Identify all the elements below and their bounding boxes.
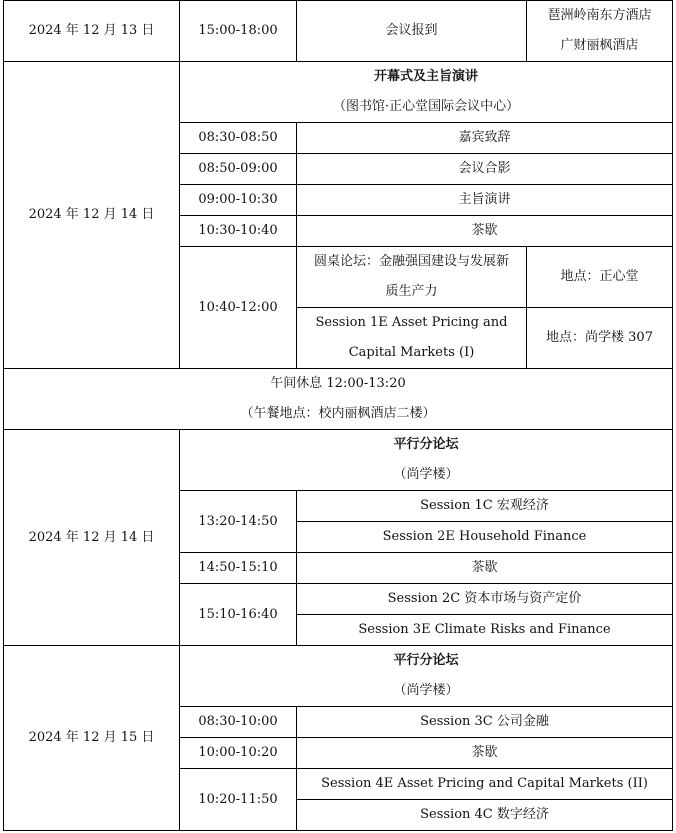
event-cell: 主旨演讲 [297,185,673,216]
section-venue: （图书馆·正心堂国际会议中心） [180,92,673,123]
section-venue: （尚学楼） [180,460,673,491]
hotel-name: 琶洲岭南东方酒店 [527,1,673,32]
event-cell: 嘉宾致辞 [297,123,673,154]
section-heading: 平行分论坛 [180,430,673,461]
table-row [4,430,673,461]
time-cell: 14:50-15:10 [180,553,297,584]
section-venue: （尚学楼） [180,676,673,707]
date-cell: 2024 年 12 月 14 日 [4,62,180,369]
session-title: Session 2C 资本市场与资产定价 [297,584,673,615]
date-cell: 2024 年 12 月 15 日 [4,646,180,831]
section-heading: 开幕式及主旨演讲 [180,62,673,93]
schedule-table [3,0,673,831]
time-cell: 10:30-10:40 [180,216,297,247]
forum-title: 圆桌论坛：金融强国建设与发展新 [297,247,527,278]
table-row [4,646,673,677]
session-title: Capital Markets (I) [297,338,527,369]
time-cell: 13:20-14:50 [180,491,297,553]
time-cell: 10:20-11:50 [180,769,297,831]
table-row [4,369,673,400]
time-cell: 15:10-16:40 [180,584,297,646]
time-cell: 10:00-10:20 [180,738,297,769]
time-cell: 08:30-08:50 [180,123,297,154]
event-cell: 茶歇 [297,216,673,247]
forum-place: 地点：正心堂 [527,247,673,308]
event-cell: 会议合影 [297,154,673,185]
session-title: Session 3C 公司金融 [297,707,673,738]
session-title: Session 1C 宏观经济 [297,491,673,522]
table-row [4,399,673,430]
time-cell: 09:00-10:30 [180,185,297,216]
date-cell: 2024 年 12 月 13 日 [4,1,180,62]
time-cell: 08:30-10:00 [180,707,297,738]
session-title: Session 2E Household Finance [297,522,673,553]
hotel-name: 广财丽枫酒店 [527,31,673,62]
session-title: Session 4C 数字经济 [297,800,673,831]
table-row [4,62,673,93]
session-title: Session 1E Asset Pricing and [297,308,527,339]
lunch-break: 午间休息 12:00-13:20 [4,369,673,400]
section-heading: 平行分论坛 [180,646,673,677]
session-place: 地点：尚学楼 307 [527,308,673,369]
table-row [4,1,673,32]
forum-title: 质生产力 [297,277,527,308]
event-cell: 茶歇 [297,738,673,769]
time-cell: 08:50-09:00 [180,154,297,185]
session-title: Session 4E Asset Pricing and Capital Markets (II) [297,769,673,800]
session-title: Session 3E Climate Risks and Finance [297,615,673,646]
event-cell: 茶歇 [297,553,673,584]
time-cell: 15:00-18:00 [180,1,297,62]
time-cell: 10:40-12:00 [180,247,297,369]
event-cell: 会议报到 [297,1,527,62]
lunch-location: （午餐地点：校内丽枫酒店二楼） [4,399,673,430]
date-cell: 2024 年 12 月 14 日 [4,430,180,646]
